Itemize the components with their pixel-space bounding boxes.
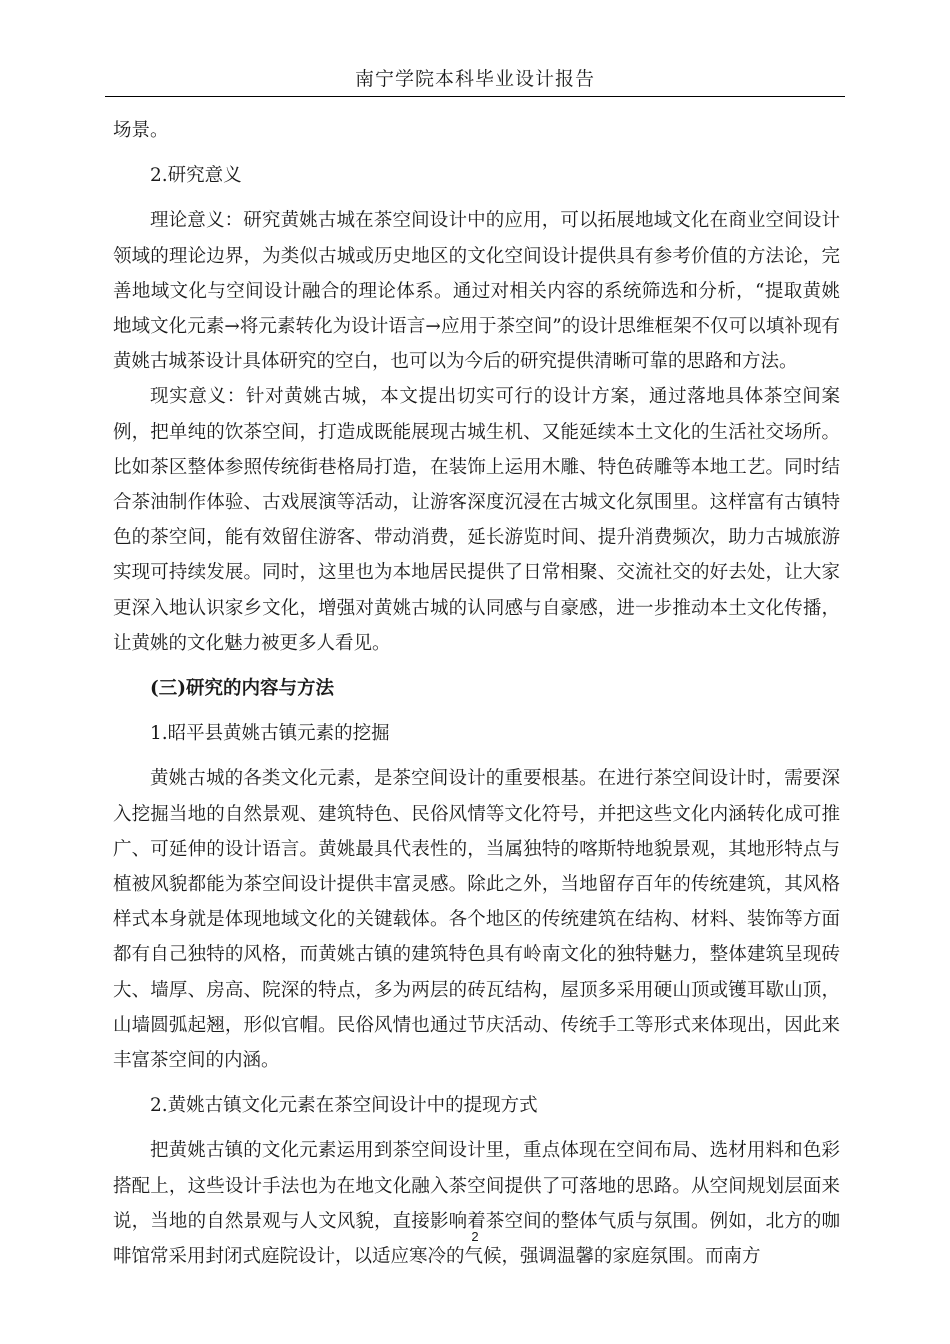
paragraph-practical-significance: 现实意义：针对黄姚古城，本文提出切实可行的设计方案，通过落地具体茶空间案例，把单纯的饮茶空间，打造成既能展现古城生机、又能延续本土文化的生活社交场所。比如茶区整体参照传统街巷格局打造，在装饰上运用木雕、特色砖雕等本地工艺。同时结合茶油制作体验、古戏展演等活动，让游客深度沉浸在古城文化氛围里。这样富有古镇特色的茶空间，能有效留住游客、带动消费，延长游览时间、提升消费频次，助力古城旅游实现可持续发展。同时，这里也为本地居民提供了日常相聚、交流社交的好去处，让大家更深入地认识家乡文化，增强对黄姚古城的认同感与自豪感，进一步推动本土文化传播，让黄姚的文化魅力被更多人看见。 (113, 386, 840, 654)
subheading-element-mining: 1.昭平县黄姚古镇元素的挖掘 (150, 723, 390, 745)
subheading-research-significance: 2.研究意义 (150, 165, 242, 187)
page-header-title: 南宁学院本科毕业设计报告 (354, 68, 595, 90)
document-body (113, 113, 840, 1274)
paragraph-continuation: 场景。 (113, 120, 169, 141)
paragraph-theoretical-significance: 理论意义：研究黄姚古城在茶空间设计中的应用，可以拓展地域文化在商业空间设计领域的理论边界，为类似古城或历史地区的文化空间设计提供具有参考价值的方法论，完善地域文化与空间设计融合的理论体系。通过对相关内容的系统筛选和分析，“提取黄姚地域文化元素→将元素转化为设计语言→应用于茶空间”的设计思维框架不仅可以填补现有黄姚古城茶设计具体研究的空白，也可以为今后的研究提供清晰可靠的思路和方法。 (113, 210, 840, 373)
paragraph-design-expression: 把黄姚古镇的文化元素运用到茶空间设计里，重点体现在空间布局、选材用料和色彩搭配上，这些设计手法也为在地文化融入茶空间提供了可落地的思路。从空间规划层面来说，当地的自然景观与人文风貌，直接影响着茶空间的整体气质与氛围。例如，北方的咖啡馆常采用封闭式庭院设计，以适应寒冷的气候，强调温馨的家庭氛围。而南方 (113, 1140, 840, 1268)
section-heading-content-methods: (三)研究的内容与方法 (150, 678, 335, 700)
subheading-design-expression: 2.黄姚古镇文化元素在茶空间设计中的提现方式 (150, 1095, 538, 1117)
paragraph-element-mining: 黄姚古城的各类文化元素，是茶空间设计的重要根基。在进行茶空间设计时，需要深入挖掘当地的自然景观、建筑特色、民俗风情等文化符号，并把这些文化内涵转化成可推广、可延伸的设计语言。黄姚最具代表性的，当属独特的喀斯特地貌景观，其地形特点与植被风貌都能为茶空间设计提供丰富灵感。除此之外，当地留存百年的传统建筑，其风格样式本身就是体现地域文化的关键载体。各个地区的传统建筑在结构、材料、装饰等方面都有自己独特的风格，而黄姚古镇的建筑特色具有岭南文化的独特魅力，整体建筑呈现砖大、墙厚、房高、院深的特点，多为两层的砖瓦结构，屋顶多采用硬山顶或镬耳歇山顶，山墙圆弧起翘，形似官帽。民俗风情也通过节庆活动、传统手工等形式来体现出，因此来丰富茶空间的内涵。 (113, 768, 840, 1072)
header-divider (105, 96, 845, 97)
page-number: 2 (471, 1229, 479, 1244)
